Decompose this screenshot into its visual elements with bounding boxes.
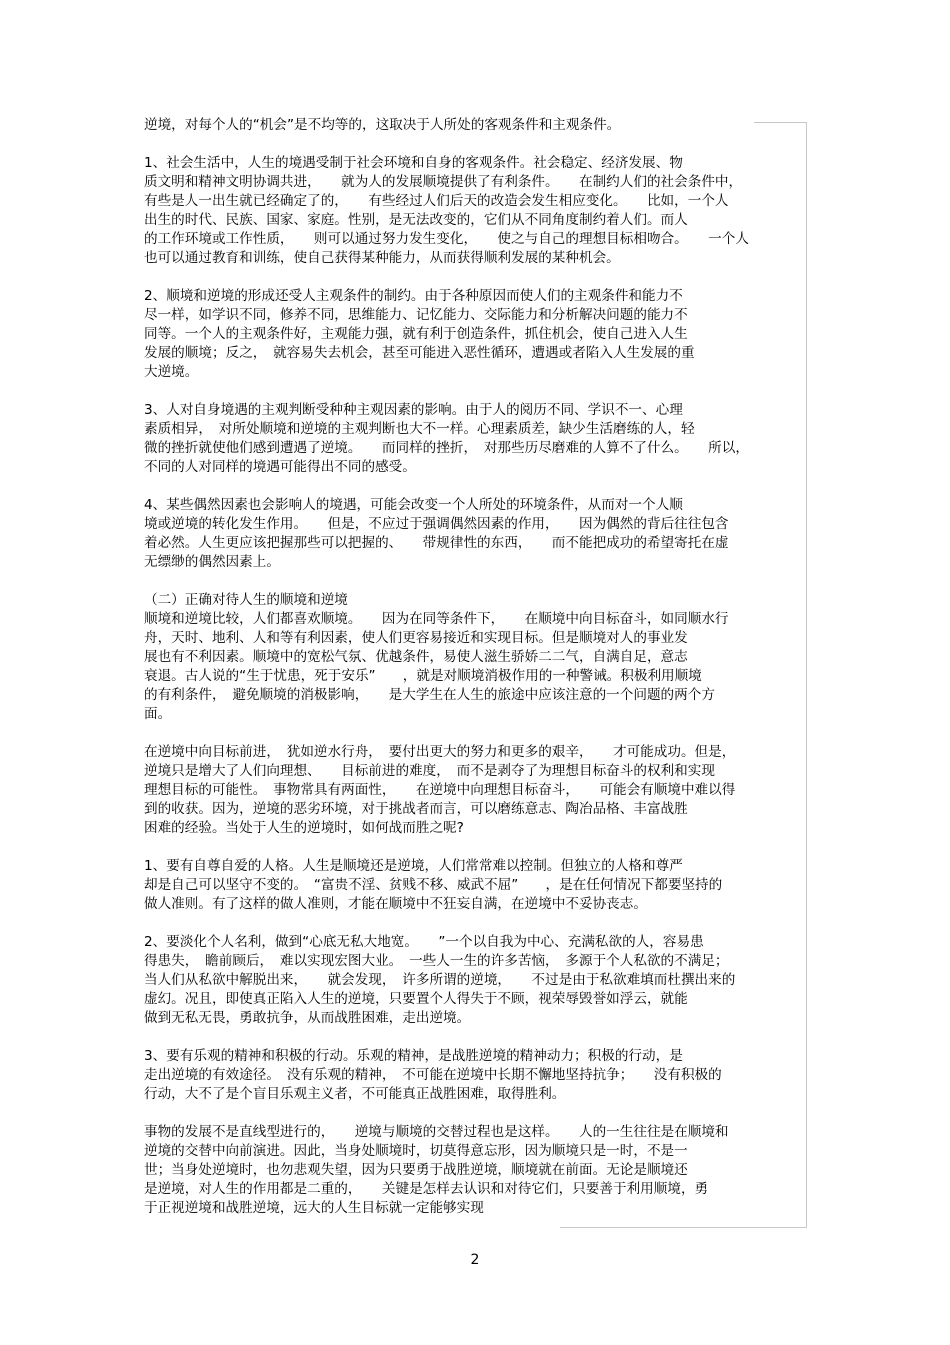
text-line: （二）正确对待人生的顺境和逆境 xyxy=(144,592,348,608)
text-line: 面。 xyxy=(144,706,172,722)
text-line: 逆境，对每个人的“机会”是不均等的，这取决于人所处的客观条件和主观条件。 xyxy=(144,117,621,133)
paragraph xyxy=(144,591,804,724)
text-line: 虚幻。况且，即使真正陷入人生的逆境，只要置个人得失于不顾，视荣辱毁誉如浮云，就能 xyxy=(144,991,688,1007)
text-line: 行动，大不了是个盲目乐观主义者，不可能真正战胜困难，取得胜利。 xyxy=(144,1086,566,1102)
paragraph xyxy=(144,496,804,572)
text-line: 理想目标的可能性。 事物常具有两面性， 在逆境中向理想目标奋斗， 可能会有顺境中难以得 xyxy=(144,782,736,798)
paragraph-gap xyxy=(144,724,804,743)
text-line: 不同的人对同样的境遇可能得出不同的感受。 xyxy=(144,459,416,475)
paragraph-gap xyxy=(144,1104,804,1123)
paragraph-gap xyxy=(144,572,804,591)
text-line: 尽一样，如学识不同，修养不同，思维能力、记忆能力、交际能力和分析解决问题的能力不 xyxy=(144,307,688,323)
text-line: 于正视逆境和战胜逆境，远大的人生目标就一定能够实现 xyxy=(144,1200,484,1216)
text-line: 质文明和精神文明协调共进， 就为人的发展顺境提供了有利条件。 在制约人们的社会条件中， xyxy=(144,174,743,190)
text-line: 困难的经验。当处于人生的逆境时，如何战而胜之呢? xyxy=(144,820,464,836)
text-line: 也可以通过教育和训练，使自己获得某种能力，从而获得顺利发展的某种机会。 xyxy=(144,250,620,266)
paragraph-gap xyxy=(144,135,804,154)
paragraph xyxy=(144,401,804,477)
text-line: 走出逆境的有效途径。 没有乐观的精神， 不可能在逆境中长期不懈地坚持抗争； 没有积极的 xyxy=(144,1067,722,1083)
text-line: 做人准则。有了这样的做人准则，才能在顺境中不狂妄自满，在逆境中不妥协丧志。 xyxy=(144,896,647,912)
paragraph xyxy=(144,933,804,1028)
paragraph xyxy=(144,287,804,382)
text-line: 3、要有乐观的精神和积极的行动。乐观的精神，是战胜逆境的精神动力；积极的行动，是 xyxy=(144,1048,683,1064)
text-line: 的有利条件， 避免顺境的消极影响， 是大学生在人生的旅途中应该注意的一个问题的两个方 xyxy=(144,687,715,703)
text-line: 衰退。古人说的“生于忧患，死于安乐” ，就是对顺境消极作用的一种警诫。积极利用顺境 xyxy=(144,668,702,684)
text-line: 的工作环境或工作性质， 则可以通过努力发生变化， 使之与自己的理想目标相吻合。 一个人 xyxy=(144,231,749,247)
paragraph xyxy=(144,1123,804,1218)
paragraph xyxy=(144,743,804,838)
text-line: 当人们从私欲中解脱出来， 就会发现， 许多所谓的逆境， 不过是由于私欲难填而杜撰出来的 xyxy=(144,972,736,988)
page-number: 2 xyxy=(470,1252,480,1268)
paragraph xyxy=(144,1047,804,1104)
text-line: 得患失， 瞻前顾后， 难以实现宏图大业。 一些人一生的许多苦恼， 多源于个人私欲的不满足； xyxy=(144,953,729,969)
text-line: 同等。一个人的主观条件好，主观能力强，就有利于创造条件，抓住机会，使自己进入人生 xyxy=(144,326,688,342)
text-line: 逆境的交替中向前演进。因此，当身处顺境时，切莫得意忘形，因为顺境只是一时，不是一 xyxy=(144,1143,688,1159)
text-line: 世；当身处逆境时，也勿悲观失望，因为只要勇于战胜逆境，顺境就在前面。无论是顺境还 xyxy=(144,1162,688,1178)
text-line: 却是自己可以坚守不变的。 “富贵不淫、贫贱不移、威武不屈” ，是在任何情况下都要坚持的 xyxy=(144,877,723,893)
text-line: 到的收获。因为，逆境的恶劣环境，对于挑战者而言，可以磨练意志、陶冶品格、丰富战胜 xyxy=(144,801,688,817)
paragraph-gap xyxy=(144,914,804,933)
paragraph-gap xyxy=(144,268,804,287)
text-line: 出生的时代、民族、国家、家庭。性别，是无法改变的，它们从不同角度制约着人们。而人 xyxy=(144,212,688,228)
text-line: 舟，天时、地利、人和等有利因素，使人们更容易接近和实现目标。但是顺境对人的事业发 xyxy=(144,630,688,646)
text-line: 1、要有自尊自爱的人格。人生是顺境还是逆境，人们常常难以控制。但独立的人格和尊严 xyxy=(144,858,683,874)
text-line: 在逆境中向目标前进， 犹如逆水行舟， 要付出更大的努力和更多的艰辛， 才可能成功。但是， xyxy=(144,744,736,760)
text-line: 1、社会生活中，人生的境遇受制于社会环境和自身的客观条件。社会稳定、经济发展、物 xyxy=(144,155,683,171)
document-body xyxy=(144,116,804,1218)
text-line: 着必然。人生更应该把握那些可以把握的、 带规律性的东西， 而不能把成功的希望寄托在虚 xyxy=(144,535,729,551)
paragraph xyxy=(144,154,804,268)
paragraph xyxy=(144,116,804,135)
text-line: 4、某些偶然因素也会影响人的境遇，可能会改变一个人所处的环境条件，从而对一个人顺 xyxy=(144,497,683,513)
text-line: 有些是人一出生就已经确定了的， 有些经过人们后天的改造会发生相应变化。 比如，一个人 xyxy=(144,193,729,209)
text-line: 事物的发展不是直线型进行的， 逆境与顺境的交替过程也是这样。 人的一生往往是在顺境和 xyxy=(144,1124,729,1140)
text-line: 3、人对自身境遇的主观判断受种种主观因素的影响。由于人的阅历不同、学识不一、心理 xyxy=(144,402,683,418)
paragraph xyxy=(144,857,804,914)
text-line: 发展的顺境；反之， 就容易失去机会，甚至可能进入恶性循环，遭遇或者陷入人生发展的重 xyxy=(144,345,695,361)
text-line: 逆境只是增大了人们向理想、 目标前进的难度， 而不是剥夺了为理想目标奋斗的权利和实现 xyxy=(144,763,715,779)
text-line: 顺境和逆境比较，人们都喜欢顺境。 因为在同等条件下， 在顺境中向目标奋斗，如同顺水行 xyxy=(144,611,729,627)
text-line: 做到无私无畏，勇敢抗争，从而战胜困难，走出逆境。 xyxy=(144,1010,471,1026)
paragraph-gap xyxy=(144,1028,804,1047)
paragraph-gap xyxy=(144,838,804,857)
paragraph-gap xyxy=(144,477,804,496)
text-line: 无缥缈的偶然因素上。 xyxy=(144,554,280,570)
text-line: 素质相异， 对所处顺境和逆境的主观判断也大不一样。心理素质差，缺少生活磨练的人，轻 xyxy=(144,421,695,437)
text-line: 微的挫折就使他们感到遭遇了逆境。 而同样的挫折， 对那些历尽磨难的人算不了什么。 所以， xyxy=(144,440,749,456)
text-line: 展也有不利因素。顺境中的宽松气氛、优越条件，易使人滋生骄娇二二气，自满自足，意志 xyxy=(144,649,688,665)
text-line: 2、顺境和逆境的形成还受人主观条件的制约。由于各种原因而使人们的主观条件和能力不 xyxy=(144,288,683,304)
page-border-right xyxy=(806,122,807,1228)
text-line: 2、要淡化个人名利，做到“心底无私大地宽。 ”一个以自我为中心、充满私欲的人，容易患 xyxy=(144,934,704,950)
text-line: 大逆境。 xyxy=(144,364,199,380)
text-line: 境或逆境的转化发生作用。 但是，不应过于强调偶然因素的作用， 因为偶然的背后往往包含 xyxy=(144,516,729,532)
page-border-bottom xyxy=(560,1227,806,1228)
text-line: 是逆境，对人生的作用都是二重的， 关键是怎样去认识和对待它们，只要善于利用顺境，勇 xyxy=(144,1181,709,1197)
paragraph-gap xyxy=(144,382,804,401)
